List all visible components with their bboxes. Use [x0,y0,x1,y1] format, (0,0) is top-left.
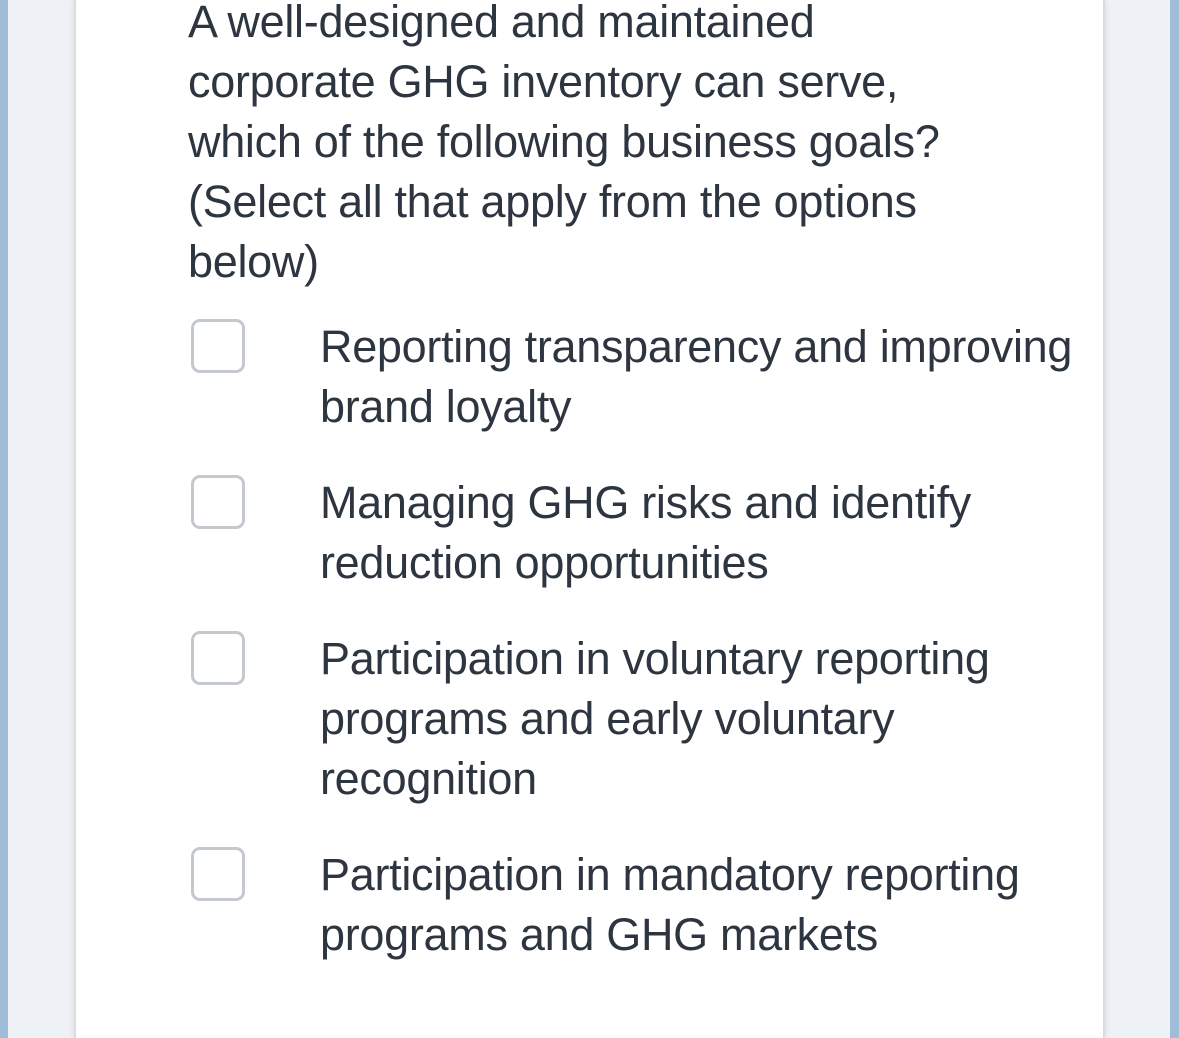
right-edge-strip [1170,0,1179,1038]
option-label: Participation in voluntary reporting programs and early voluntary recognition [320,633,990,804]
question-text: A well-designed and maintained corporate GHG inventory can serve, which of the following business goals? (Select all that apply from the options below) [188,0,940,287]
checkbox[interactable] [191,631,245,685]
question-card [74,0,1105,1038]
checkbox[interactable] [191,319,245,373]
option-label: Participation in mandatory reporting programs and GHG markets [320,849,1020,960]
option-label: Reporting transparency and improving brand loyalty [320,321,1073,432]
checkbox[interactable] [191,475,245,529]
checkbox[interactable] [191,847,245,901]
option-label: Managing GHG risks and identify reduction opportunities [320,477,972,588]
left-edge-strip [0,0,8,1038]
